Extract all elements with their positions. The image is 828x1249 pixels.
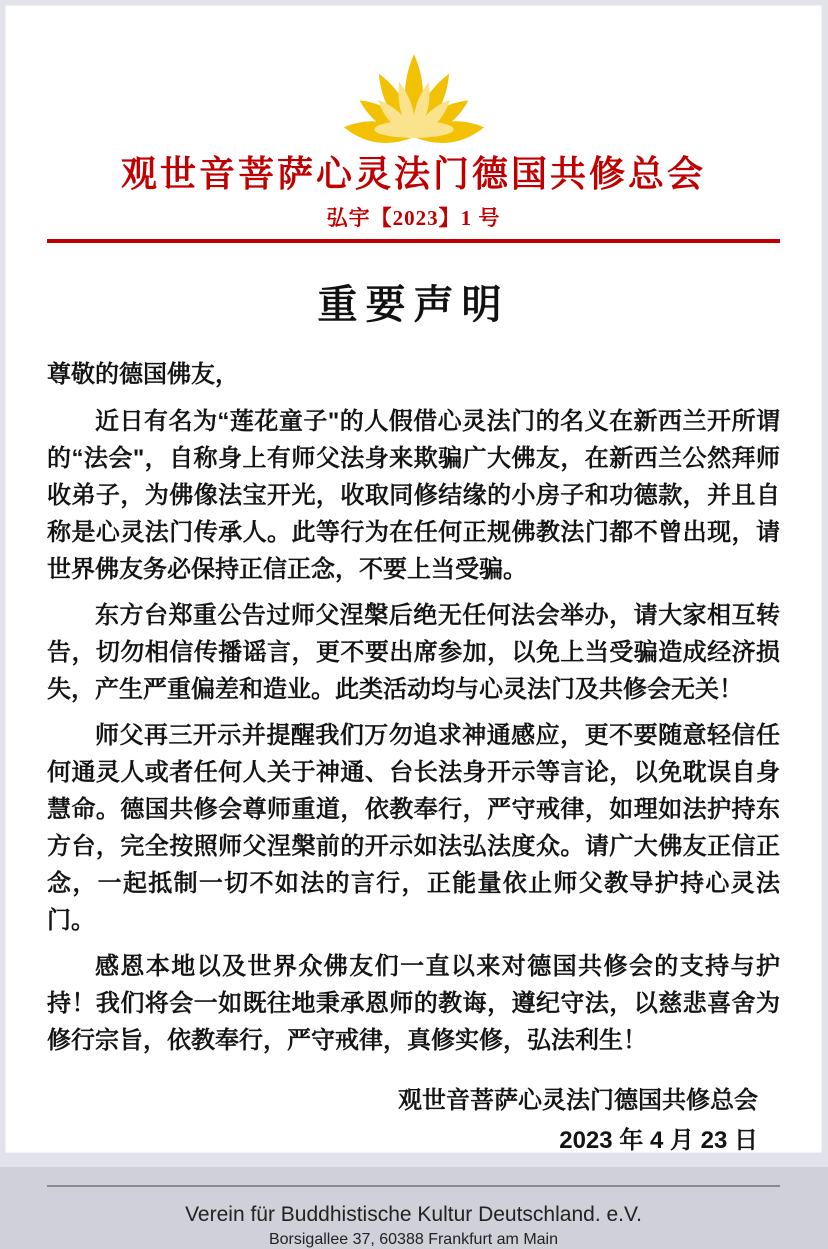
paragraph-3: 师父再三开示并提醒我们万勿追求神通感应，更不要随意轻信任何通灵人或者任何人关于神通、台长法身开示等言论，以免耽误自身慧命。德国共修会尊师重道，依教奉行，严守戒律，如理如法护持东方台，完全按照师父涅槃前的开示如法弘法度众。请广大佛友正信正念，一起抵制一切不如法的言行，正能量依止师父教导护持心灵法门。: [47, 722, 780, 934]
paragraph-4: 感恩本地以及世界众佛友们一直以来对德国共修会的支持与护持！我们将会一如既往地秉承恩师的教诲，遵纪守法，以慈悲喜舍为修行宗旨，依教奉行，严守戒律，真修实修，弘法利生！: [47, 953, 780, 1054]
header-divider: [47, 239, 780, 243]
footer-divider: [47, 1185, 780, 1187]
org-title: 观世音菩萨心灵法门德国共修总会: [120, 154, 706, 194]
paragraph-2: 东方台郑重公告过师父涅槃后绝无任何法会举办，请大家相互转告，切勿相信传播谣言，更不要出席参加，以免上当受骗造成经济损失，产生严重偏差和造业。此类活动均与心灵法门及共修会无关！: [47, 602, 780, 703]
signature-block: [47, 1081, 780, 1161]
document-title: 重要声明: [317, 283, 510, 327]
paragraph-1: 近日有名为“莲花童子"的人假借心灵法门的名义在新西兰开所谓的“法会"，自称身上有师父法身来欺骗广大佛友，在新西兰公然拜师收弟子，为佛像法宝开光，收取同修结缘的小房子和功德款，并且自称是心灵法门传承人。此等行为在任何正规佛教法门都不曾出现，请世界佛友务必保持正信正念，不要上当受骗。: [47, 408, 780, 583]
doc-ref-number: 弘宇【2023】1 号: [326, 206, 501, 230]
signature-date: 2023 年 4 月 23 日: [559, 1127, 758, 1154]
signature-org: 观世音菩萨心灵法门德国共修总会: [398, 1087, 758, 1114]
footer-org-name: Verein für Buddhistische Kultur Deutschland. e.V.: [185, 1203, 642, 1226]
document-page: [5, 5, 822, 1248]
salutation: 尊敬的德国佛友，: [47, 361, 239, 388]
letterhead: [47, 5, 780, 243]
footer: [47, 1185, 780, 1249]
lotus-icon: [47, 49, 780, 144]
footer-address: Borsigallee 37, 60388 Frankfurt am Main: [268, 1231, 559, 1248]
